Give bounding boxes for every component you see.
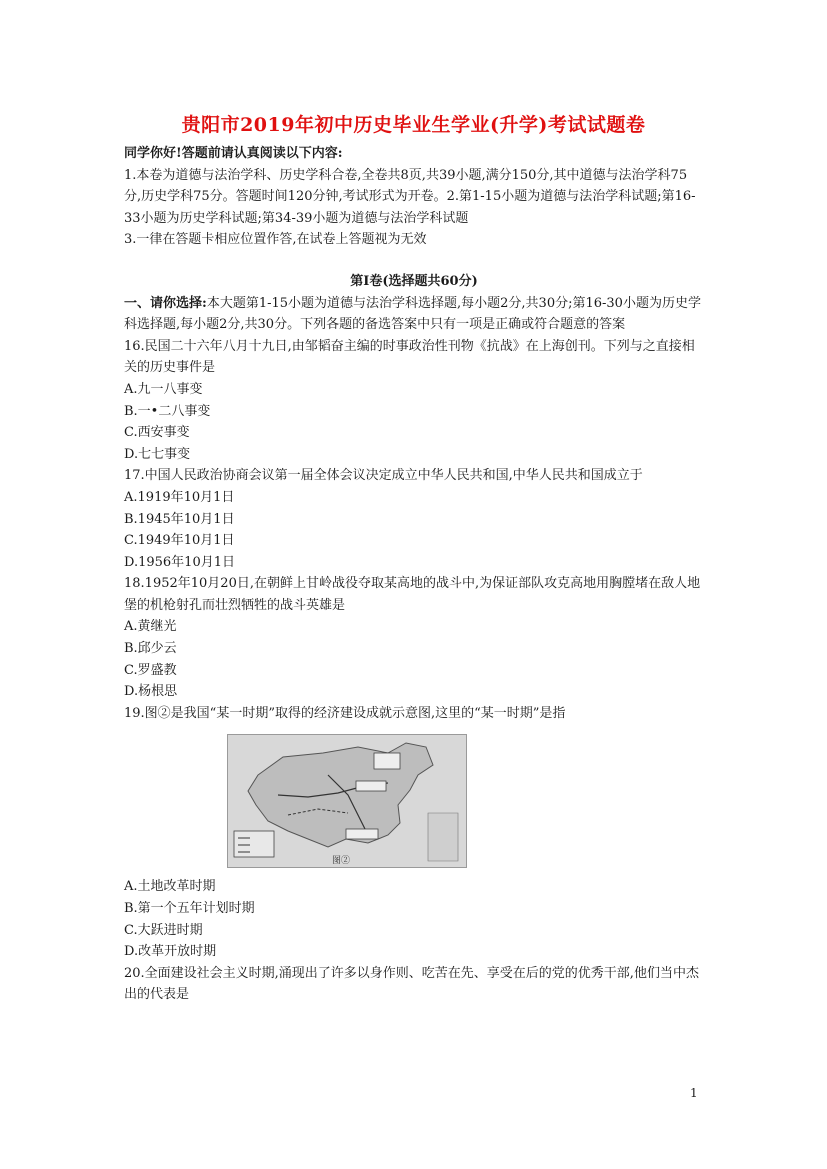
question-17-stem: 17.中国人民政治协商会议第一届全体会议决定成立中华人民共和国,中华人民共和国成立于 [124, 468, 643, 484]
question-18-option-a: A.黄继光 [124, 619, 177, 635]
section-intro-label: 一、请你选择: [124, 295, 207, 311]
question-17-option-c: C.1949年10月1日 [124, 533, 235, 549]
exam-content [124, 143, 704, 1006]
question-20-stem: 20.全面建设社会主义时期,涌现出了许多以身作则、吃苦在先、享受在后的党的优秀干部,他们当中杰出的代表是 [124, 965, 699, 1003]
section-intro [124, 293, 704, 336]
section-title: 第Ⅰ卷(选择题共60分) [350, 273, 478, 289]
map-caption: 图② [332, 856, 351, 867]
question-19-option-d: D.改革开放时期 [124, 944, 217, 960]
exam-title: 贵阳市2019年初中历史毕业生学业(升学)考试试题卷 [181, 114, 646, 136]
notice-item-3: 3.一律在答题卡相应位置作答,在试卷上答题视为无效 [124, 232, 427, 248]
china-map-graphic [228, 735, 466, 867]
page-number: 1 [690, 1086, 698, 1100]
question-18-option-b: B.邱少云 [124, 641, 177, 657]
question-17-option-a: A.1919年10月1日 [124, 489, 235, 505]
question-17-option-b: B.1945年10月1日 [124, 511, 235, 527]
question-19-option-c: C.大跃进时期 [124, 922, 203, 938]
question-18-stem: 18.1952年10月20日,在朝鲜上甘岭战役夺取某高地的战斗中,为保证部队攻克高地用胸膛堵在敌人地堡的机枪射孔而壮烈牺牲的战斗英雄是 [124, 576, 701, 613]
notice-item-1: 1.本卷为道德与法治学科、历史学科合卷,全卷共8页,共39小题,满分150分,其中道德与法治学科75分,历史学科75分。答题时间120分钟,考试形式为开卷。2.第1-15小题为道德与法治学科试题;第16-33小题为历史学科试题;第34-39小题为道德与法治学科试题 [124, 167, 696, 226]
question-16-option-a: A.九一八事变 [124, 381, 203, 397]
question-16-option-c: C.西安事变 [124, 425, 190, 441]
question-18-option-c: C.罗盛教 [124, 662, 177, 678]
question-17-option-d: D.1956年10月1日 [124, 554, 235, 570]
section-intro-text: 本大题第1-15小题为道德与法治学科选择题,每小题2分,共30分;第16-30小题为历史学科选择题,每小题2分,共30分。下列各题的备选答案中只有一项是正确或符合题意的答案 [124, 295, 701, 333]
question-16-option-d: D.七七事变 [124, 446, 191, 462]
question-19-stem: 19.图②是我国“某一时期”取得的经济建设成就示意图,这里的“某一时期”是指 [124, 705, 566, 721]
question-19-option-a: A.土地改革时期 [124, 879, 216, 895]
question-19-option-b: B.第一个五年计划时期 [124, 901, 255, 917]
economic-construction-map-image [227, 734, 467, 868]
question-16-stem: 16.民国二十六年八月十九日,由邹韬奋主编的时事政治性刊物《抗战》在上海创刊。下列与之直接相关的历史事件是 [124, 338, 695, 376]
question-18-option-d: D.杨根思 [124, 684, 178, 700]
question-16-option-b: B.一•二八事变 [124, 403, 211, 419]
notice-heading: 同学你好!答题前请认真阅读以下内容: [124, 146, 343, 161]
